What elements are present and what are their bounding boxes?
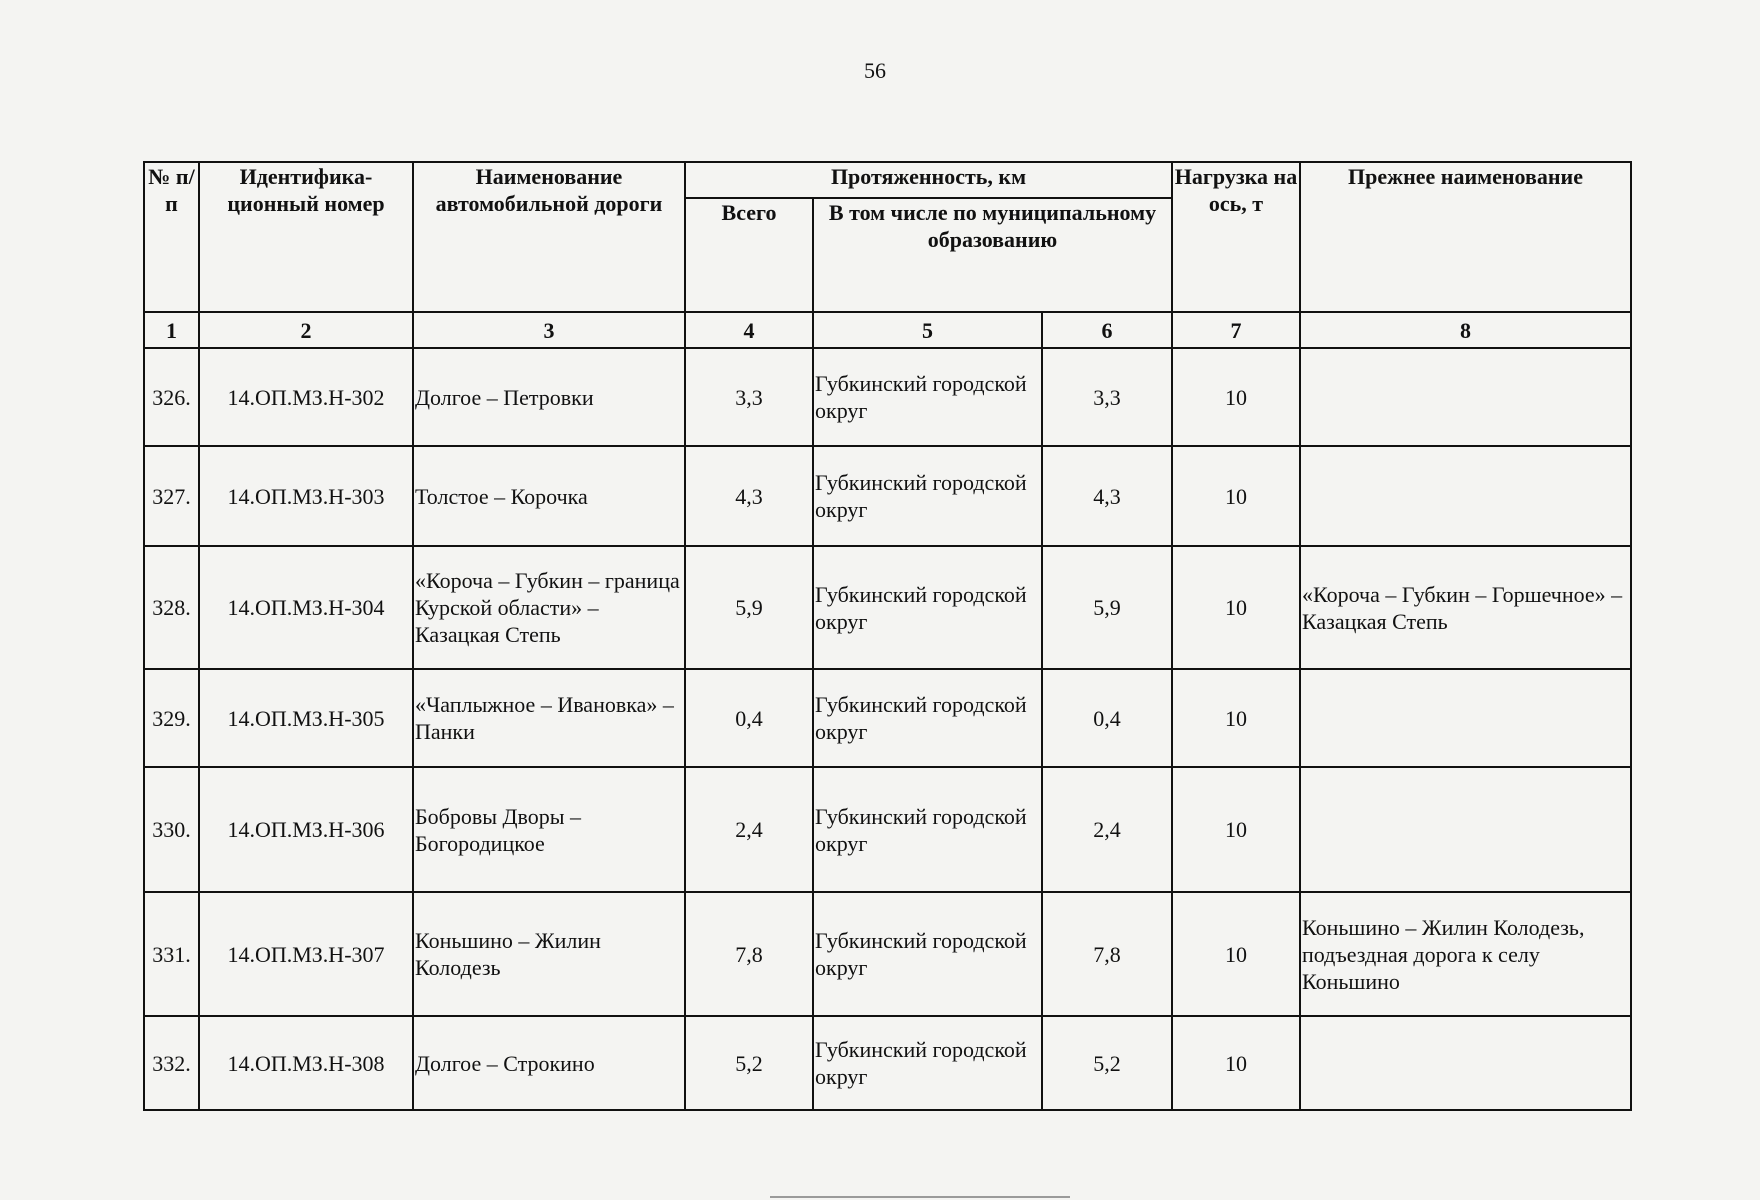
road-identifier: 14.ОП.МЗ.Н-307 (199, 892, 413, 1016)
length-total: 5,2 (685, 1016, 813, 1110)
row-number: 331. (144, 892, 199, 1016)
municipality-length: 5,2 (1042, 1016, 1172, 1110)
municipality: Губкинский городской округ (813, 767, 1042, 892)
road-identifier: 14.ОП.МЗ.Н-304 (199, 546, 413, 669)
header-length-group: Протяженность, км (685, 162, 1172, 198)
municipality-length: 0,4 (1042, 669, 1172, 767)
row-number: 326. (144, 348, 199, 446)
axle-load: 10 (1172, 446, 1300, 546)
road-identifier: 14.ОП.МЗ.Н-306 (199, 767, 413, 892)
header-identifier: Идентифика-ционный номер (199, 162, 413, 312)
column-number: 4 (685, 312, 813, 348)
former-name (1300, 1016, 1631, 1110)
road-name: Долгое – Петровки (413, 348, 685, 446)
length-total: 7,8 (685, 892, 813, 1016)
road-identifier: 14.ОП.МЗ.Н-308 (199, 1016, 413, 1110)
road-identifier: 14.ОП.МЗ.Н-303 (199, 446, 413, 546)
length-total: 4,3 (685, 446, 813, 546)
scan-line-artifact (770, 1196, 1070, 1198)
table-row (144, 546, 1631, 669)
axle-load: 10 (1172, 348, 1300, 446)
length-total: 3,3 (685, 348, 813, 446)
header-number: № п/п (144, 162, 199, 312)
former-name: Коньшино – Жилин Колодезь, подъездная дорога к селу Коньшино (1300, 892, 1631, 1016)
page-number: 56 (864, 58, 886, 83)
former-name (1300, 446, 1631, 546)
road-name: Бобровы Дворы – Богородицкое (413, 767, 685, 892)
header-axle-load: Нагрузка на ось, т (1172, 162, 1300, 312)
row-number: 330. (144, 767, 199, 892)
road-identifier: 14.ОП.МЗ.Н-305 (199, 669, 413, 767)
axle-load: 10 (1172, 767, 1300, 892)
road-name: «Короча – Губкин – граница Курской области» – Казацкая Степь (413, 546, 685, 669)
column-numbers-row (144, 312, 1631, 348)
table-row (144, 767, 1631, 892)
column-number: 1 (144, 312, 199, 348)
column-number: 5 (813, 312, 1042, 348)
table-row (144, 446, 1631, 546)
municipality: Губкинский городской округ (813, 669, 1042, 767)
roads-table (143, 161, 1632, 1111)
column-number: 3 (413, 312, 685, 348)
municipality-length: 7,8 (1042, 892, 1172, 1016)
axle-load: 10 (1172, 669, 1300, 767)
column-number: 2 (199, 312, 413, 348)
municipality-length: 3,3 (1042, 348, 1172, 446)
road-identifier: 14.ОП.МЗ.Н-302 (199, 348, 413, 446)
former-name: «Короча – Губкин – Горшечное» – Казацкая Степь (1300, 546, 1631, 669)
municipality-length: 4,3 (1042, 446, 1172, 546)
row-number: 328. (144, 546, 199, 669)
road-name: «Чаплыжное – Ивановка» – Панки (413, 669, 685, 767)
table-row (144, 892, 1631, 1016)
length-total: 0,4 (685, 669, 813, 767)
road-name: Долгое – Строкино (413, 1016, 685, 1110)
row-number: 329. (144, 669, 199, 767)
municipality: Губкинский городской округ (813, 546, 1042, 669)
axle-load: 10 (1172, 1016, 1300, 1110)
municipality: Губкинский городской округ (813, 446, 1042, 546)
header-total: Всего (685, 198, 813, 312)
table-row (144, 1016, 1631, 1110)
row-number: 327. (144, 446, 199, 546)
municipality: Губкинский городской округ (813, 892, 1042, 1016)
former-name (1300, 348, 1631, 446)
column-number: 7 (1172, 312, 1300, 348)
municipality: Губкинский городской округ (813, 348, 1042, 446)
axle-load: 10 (1172, 546, 1300, 669)
table-row (144, 348, 1631, 446)
municipality: Губкинский городской округ (813, 1016, 1042, 1110)
road-name: Толстое – Корочка (413, 446, 685, 546)
former-name (1300, 669, 1631, 767)
table-row (144, 669, 1631, 767)
municipality-length: 5,9 (1042, 546, 1172, 669)
road-name: Коньшино – Жилин Колодезь (413, 892, 685, 1016)
length-total: 5,9 (685, 546, 813, 669)
former-name (1300, 767, 1631, 892)
header-former-name: Прежнее наименование (1300, 162, 1631, 312)
column-number: 8 (1300, 312, 1631, 348)
header-road-name: Наименование автомобильной дороги (413, 162, 685, 312)
municipality-length: 2,4 (1042, 767, 1172, 892)
length-total: 2,4 (685, 767, 813, 892)
axle-load: 10 (1172, 892, 1300, 1016)
row-number: 332. (144, 1016, 199, 1110)
header-by-municipality: В том числе по муниципальному образованию (813, 198, 1172, 312)
column-number: 6 (1042, 312, 1172, 348)
